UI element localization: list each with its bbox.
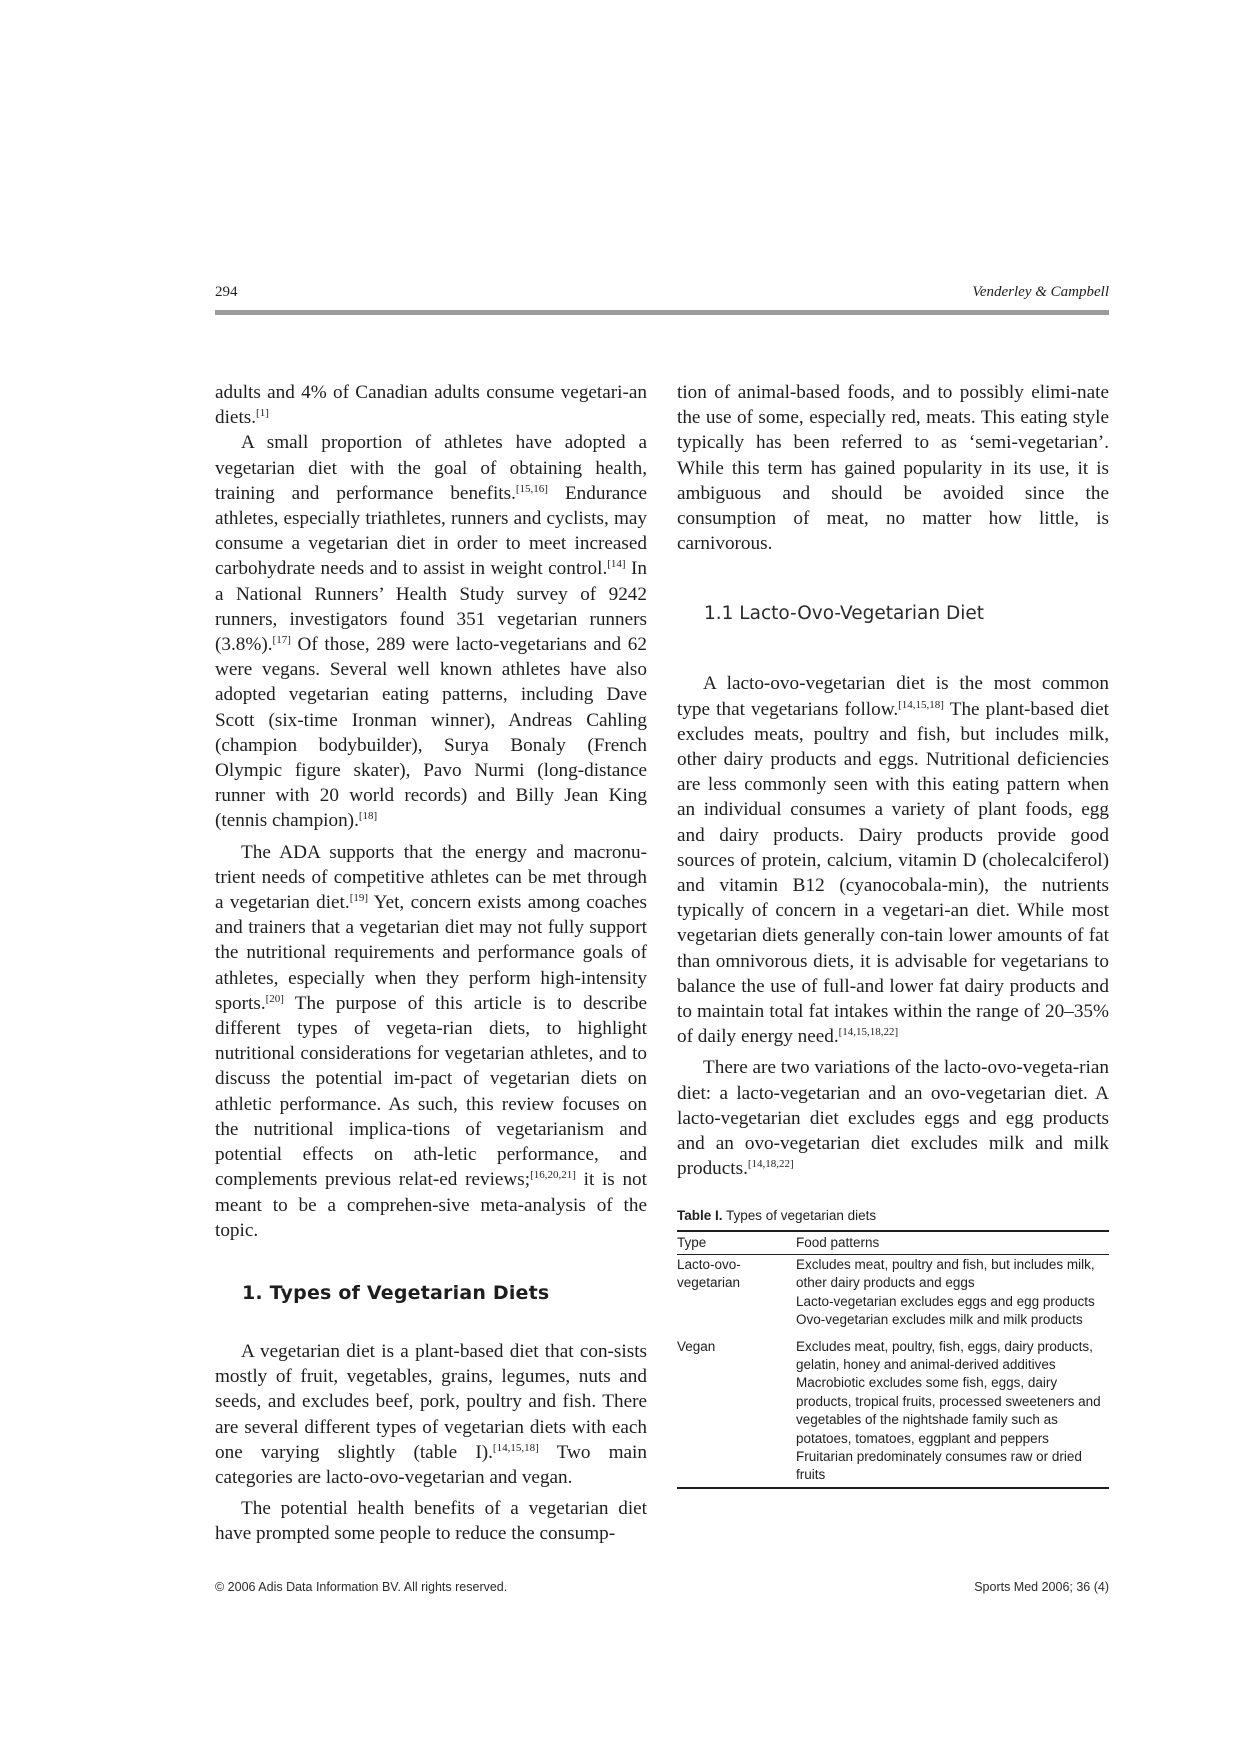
pattern-text: Excludes meat, poultry and fish, but includes milk, other dairy products and eggs xyxy=(796,1256,1095,1291)
copyright-notice: © 2006 Adis Data Information BV. All rights reserved. xyxy=(215,1580,508,1594)
paragraph-text: it is not meant to be a comprehen-sive meta-analysis of the topic. xyxy=(215,1169,647,1241)
citation: [18] xyxy=(358,810,378,823)
right-column xyxy=(677,380,1109,1489)
type-cell xyxy=(677,1330,796,1488)
paragraph-text: The ADA supports that the energy and macronu-trient needs of competitive athletes can be met through a vegetarian diet. xyxy=(215,841,647,914)
citation: [14] xyxy=(607,558,626,571)
paragraph xyxy=(215,840,647,1243)
table-block xyxy=(677,1207,1109,1488)
paragraph-text: Two main categories are lacto-ovo-vegetarian and vegan. xyxy=(215,1441,647,1488)
pattern-text: Excludes meat, poultry, fish, eggs, dairy products, gelatin, honey and animal-derived additives xyxy=(796,1338,1093,1372)
citation: [14,15,18,22] xyxy=(838,1026,899,1039)
running-head-authors: Venderley & Campbell xyxy=(972,284,1109,300)
citation: [1] xyxy=(256,407,269,420)
table-title: Types of vegetarian diets xyxy=(722,1208,877,1224)
running-head xyxy=(215,284,1109,301)
table-row xyxy=(677,1330,1109,1488)
paragraph-text: There are two variations of the lacto-ovo-vegeta-rian diet: a lacto-vegetarian and an ovo-vegetarian diet. A lacto-vegetarian diet excludes eggs and egg products and an ovo-vegetarian diet excludes milk and milk products. xyxy=(677,1057,1109,1180)
citation: [19] xyxy=(349,892,369,905)
page-number: 294 xyxy=(215,284,238,300)
type-text: vegetarian xyxy=(677,1275,741,1291)
subsection-heading: 1.1 Lacto-Ovo-Vegetarian Diet xyxy=(704,603,985,625)
paragraph-text: In a National Runners’ Health Study survey of 9242 runners, investigators found 351 vegetarian runners (3.8%). xyxy=(215,558,647,656)
citation: [16,20,21] xyxy=(530,1169,576,1182)
citation: [15,16] xyxy=(515,482,548,495)
type-text: Lacto-ovo- xyxy=(677,1256,741,1272)
table-header-patterns: Food patterns xyxy=(796,1231,1109,1254)
paragraph xyxy=(215,1339,647,1490)
paragraph: The potential health benefits of a vegetarian diet have prompted some people to reduce the consump- xyxy=(215,1498,647,1545)
paragraph-text: Of those, 289 were lacto-vegetarians and 62 were vegans. Several well known athletes have also adopted vegetarian eating patterns, including Dave Scott (six-time Ironman winner), Andreas Cahling (champion bodybuilder), Surya Bonaly (French Olympic figure skater), Pavo Nurmi (long-distance runner with 20 world records) and Billy Jean King (tennis champion). xyxy=(215,634,647,832)
paragraph-text: The plant-based diet excludes meats, poultry and fish, but includes milk, other dairy products and eggs. Nutritional deficiencies are less commonly seen with this eating pattern when an individual consumes a variety of plant foods, egg and dairy products. Dairy products provide good sources of protein, calcium, vitamin D (cholecalciferol) and vitamin B12 (cyanocobala-min), the nutrients typically of concern in a vegetari-an diet. While most vegetarian diets generally con-tain lower amounts of fat than omnivorous diets, it is advisable for vegetarians to balance the use of full-and lower fat dairy products and to maintain total fat intakes within the range of 20–35% of daily energy need. xyxy=(677,698,1109,1048)
pattern-text: Lacto-vegetarian excludes eggs and egg products xyxy=(796,1293,1095,1309)
citation: [14,15,18] xyxy=(898,698,944,711)
table-header-type: Type xyxy=(677,1231,796,1254)
citation: [14,15,18] xyxy=(492,1441,539,1454)
type-text: Vegan xyxy=(677,1338,716,1354)
paragraph: tion of animal-based foods, and to possibly elimi-nate the use of some, especially red, meats. This eating style typically has been referred to as ‘semi-vegetarian’. While this term has gained popularity in its use, it is ambiguous and should be avoided since the consumption of meat, no matter how little, is carnivorous. xyxy=(677,382,1109,555)
journal-citation: Sports Med 2006; 36 (4) xyxy=(974,1580,1109,1594)
table-row xyxy=(677,1254,1109,1329)
table-caption xyxy=(677,1207,1109,1225)
paragraph-text: The purpose of this article is to describe different types of vegeta-rian diets, to highlight nutritional considerations for vegetarian athletes, and to discuss the potential im-pact of vegetarian diets on athletic performance. As such, this review focuses on the nutritional implica-tions of vegetarianism and potential effects on ath-letic performance, and complements previous relat-ed reviews; xyxy=(215,992,647,1191)
paragraph-text: A vegetarian diet is a plant-based diet that con-sists mostly of fruit, vegetables, grains, legumes, nuts and seeds, and excludes beef, pork, poultry and fish. There are several different types of vegetarian diets with each one varying slightly (table I). xyxy=(215,1340,647,1463)
vegetarian-diets-table xyxy=(677,1230,1109,1488)
table-header-row xyxy=(677,1231,1109,1254)
paragraph-text: adults and 4% of Canadian adults consume vegetari-an diets. xyxy=(215,382,647,429)
paragraph-text: Yet, concern exists among coaches and trainers that a vegetarian diet may not fully support the nutritional requirements and performance goals of athletes, especially when they perform high-intensity sports. xyxy=(215,892,648,1014)
citation: [17] xyxy=(272,634,291,647)
header-rule xyxy=(215,310,1109,315)
pattern-text: Fruitarian predominately consumes raw or dried fruits xyxy=(796,1448,1082,1483)
citation: [20] xyxy=(265,992,284,1005)
left-column xyxy=(215,380,647,1547)
paragraph xyxy=(215,380,647,430)
paragraph-text: Endurance athletes, especially triathletes, runners and cyclists, may consume a vegetarian diet in order to meet increased carbohydrate needs and to assist in weight control. xyxy=(215,482,647,580)
table-label: Table I. xyxy=(677,1208,723,1224)
page-footer xyxy=(215,1580,1109,1594)
citation: [14,18,22] xyxy=(747,1158,794,1171)
patterns-cell xyxy=(796,1254,1109,1329)
paragraph-text: A small proportion of athletes have adopted a vegetarian diet with the goal of obtaining health, training and performance benefits. xyxy=(215,432,647,504)
paragraph xyxy=(677,671,1109,1049)
paragraph xyxy=(677,1055,1109,1181)
patterns-cell xyxy=(796,1330,1109,1488)
paragraph-text: A lacto-ovo-vegetarian diet is the most common type that vegetarians follow. xyxy=(677,673,1109,720)
pattern-text: Macrobiotic excludes some fish, eggs, dairy products, tropical fruits, processed sweeteners and vegetables of the nightshade family such as potatoes, tomatoes, eggplant and peppers xyxy=(796,1375,1101,1446)
section-heading: 1. Types of Vegetarian Diets xyxy=(242,1281,550,1304)
pattern-text: Ovo-vegetarian excludes milk and milk products xyxy=(796,1312,1083,1328)
paragraph xyxy=(215,430,647,833)
type-cell xyxy=(677,1254,796,1329)
